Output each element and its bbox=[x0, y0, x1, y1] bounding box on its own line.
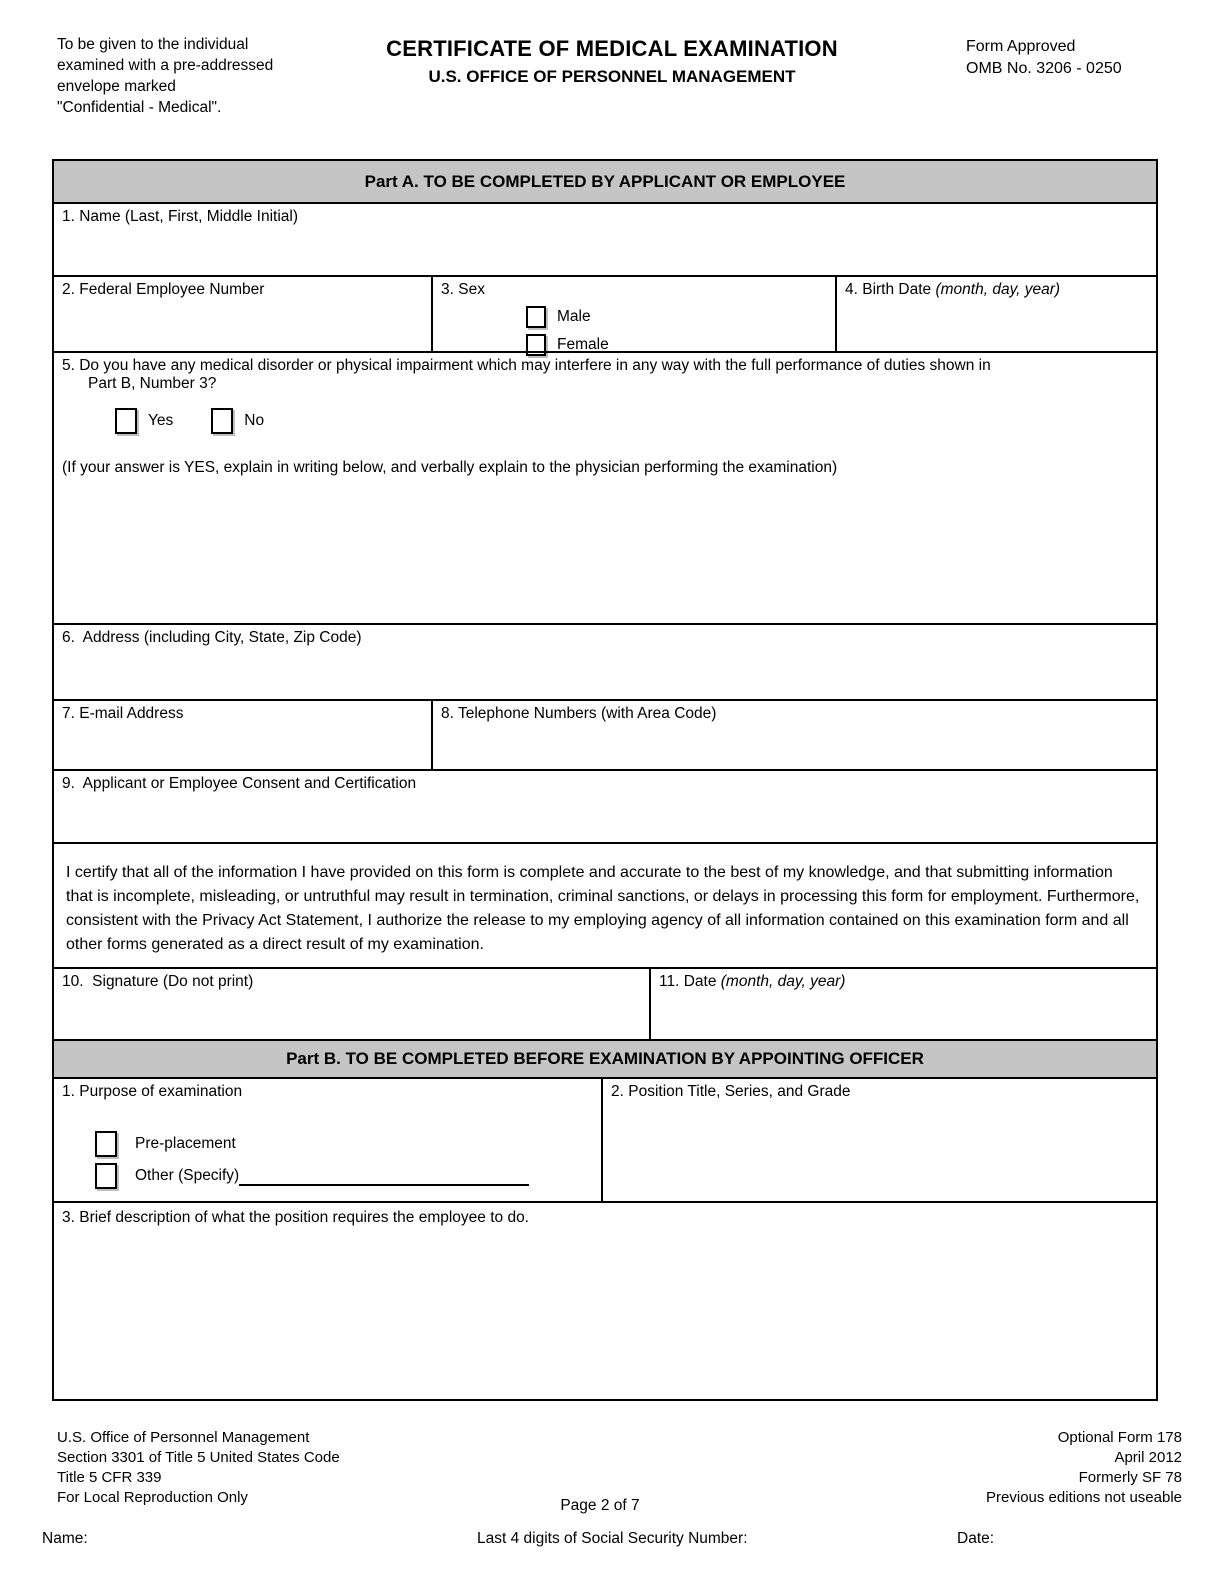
preplacement-checkbox[interactable] bbox=[95, 1131, 117, 1157]
note-line: To be given to the individual bbox=[57, 36, 249, 53]
position-title-label: 2. Position Title, Series, and Grade bbox=[611, 1083, 851, 1100]
footer-formerly: Formerly SF 78 bbox=[1078, 1469, 1182, 1486]
email-label: 7. E-mail Address bbox=[62, 705, 184, 722]
consent-section bbox=[54, 771, 1156, 842]
footer-name-field[interactable]: Name: bbox=[42, 1530, 88, 1547]
omb-number: OMB No. 3206 - 0250 bbox=[966, 60, 1122, 77]
other-label: Other (Specify) bbox=[135, 1167, 240, 1184]
form-table bbox=[52, 159, 1158, 1401]
footer-editions-note: Previous editions not useable bbox=[986, 1489, 1182, 1506]
yes-option[interactable] bbox=[115, 408, 173, 434]
note-line: examined with a pre-addressed bbox=[57, 57, 274, 74]
date-label: 11. Date (month, day, year) bbox=[659, 973, 846, 990]
federal-employee-number-label: 2. Federal Employee Number bbox=[62, 281, 265, 298]
signature-label: 10. Signature (Do not print) bbox=[62, 973, 254, 990]
medical-disorder-question-field[interactable] bbox=[54, 353, 1156, 623]
footer-form-id-block bbox=[986, 1428, 1182, 1508]
other-checkbox[interactable] bbox=[95, 1163, 117, 1189]
female-label: Female bbox=[557, 336, 609, 353]
form-title: CERTIFICATE OF MEDICAL EXAMINATION bbox=[386, 36, 838, 61]
consent-label: 9. Applicant or Employee Consent and Certification bbox=[62, 775, 417, 792]
email-field[interactable] bbox=[54, 701, 431, 769]
position-description-field[interactable] bbox=[54, 1203, 1156, 1399]
footer-agency-block bbox=[57, 1428, 340, 1508]
no-label: No bbox=[244, 412, 265, 429]
footer-form-date: April 2012 bbox=[1114, 1449, 1182, 1466]
part-b-header-label: Part B. TO BE COMPLETED BEFORE EXAMINATION BY APPOINTING OFFICER bbox=[286, 1049, 924, 1068]
part-a-header-label: Part A. TO BE COMPLETED BY APPLICANT OR EMPLOYEE bbox=[364, 171, 846, 191]
footer-line: Title 5 CFR 339 bbox=[57, 1469, 162, 1486]
footer-line: U.S. Office of Personnel Management bbox=[57, 1429, 310, 1446]
certification-text-cell bbox=[54, 844, 1156, 967]
purpose-label: 1. Purpose of examination bbox=[62, 1083, 243, 1100]
footer-form-number: Optional Form 178 bbox=[1057, 1429, 1182, 1446]
form-approved-label: Form Approved bbox=[966, 38, 1076, 55]
form-subtitle: U.S. OFFICE OF PERSONNEL MANAGEMENT bbox=[428, 67, 796, 86]
male-checkbox[interactable] bbox=[526, 306, 546, 328]
address-field[interactable] bbox=[54, 625, 1156, 699]
other-specify-line[interactable] bbox=[239, 1167, 529, 1186]
footer-ssn-field[interactable]: Last 4 digits of Social Security Number: bbox=[477, 1530, 748, 1547]
note-line: envelope marked bbox=[57, 78, 176, 95]
yes-label: Yes bbox=[148, 412, 174, 429]
position-title-field[interactable] bbox=[601, 1079, 1156, 1201]
federal-employee-number-field[interactable] bbox=[54, 277, 431, 351]
birth-date-field[interactable] bbox=[835, 277, 1156, 351]
question5-line1: 5. Do you have any medical disorder or physical impairment which may interfere in any way with the full performance of duties shown in bbox=[62, 357, 991, 374]
footer-line: For Local Reproduction Only bbox=[57, 1489, 248, 1506]
purpose-field bbox=[54, 1079, 601, 1201]
male-label: Male bbox=[557, 308, 591, 325]
sex-field bbox=[431, 277, 835, 351]
other-option[interactable] bbox=[95, 1163, 529, 1189]
page-number: Page 2 of 7 bbox=[560, 1497, 640, 1514]
yes-checkbox[interactable] bbox=[115, 408, 137, 434]
name-field[interactable] bbox=[54, 204, 1156, 275]
footer-line: Section 3301 of Title 5 United States Code bbox=[57, 1449, 340, 1466]
birth-date-label: 4. Birth Date (month, day, year) bbox=[845, 281, 1061, 298]
date-field[interactable] bbox=[649, 969, 1156, 1039]
part-a-header-bar bbox=[54, 161, 1156, 202]
no-checkbox[interactable] bbox=[211, 408, 233, 434]
question5-note: (If your answer is YES, explain in writing below, and verbally explain to the physician performing the examination) bbox=[62, 459, 838, 476]
signature-field[interactable] bbox=[54, 969, 649, 1039]
part-b-header-bar bbox=[54, 1039, 1156, 1077]
footer-date-field[interactable]: Date: bbox=[957, 1530, 995, 1547]
sex-label: 3. Sex bbox=[441, 281, 485, 298]
preplacement-label: Pre-placement bbox=[135, 1135, 236, 1152]
address-label: 6. Address (including City, State, Zip Code) bbox=[62, 629, 362, 646]
no-option[interactable] bbox=[211, 408, 264, 434]
question5-line2: Part B, Number 3? bbox=[88, 375, 217, 392]
male-option[interactable] bbox=[526, 306, 827, 328]
certification-text: I certify that all of the information I have provided on this form is complete and accurate to the best of my knowledge, and that submitting information that is incomplete, misleading, or untruthful may result in termination, criminal sanctions, or delays in processing this form for employment. Furthermore, consistent with the Privacy Act Statement, I authorize the release to my employing agency of all information contained on this examination form and all other forms generated as a direct result of my examination. bbox=[66, 864, 1140, 953]
telephone-field[interactable] bbox=[431, 701, 1156, 769]
telephone-label: 8. Telephone Numbers (with Area Code) bbox=[441, 705, 717, 722]
position-description-label: 3. Brief description of what the position requires the employee to do. bbox=[62, 1209, 529, 1226]
note-line: "Confidential - Medical". bbox=[57, 99, 222, 116]
preplacement-option[interactable] bbox=[95, 1131, 236, 1157]
name-label: 1. Name (Last, First, Middle Initial) bbox=[62, 208, 299, 225]
omb-approval bbox=[966, 36, 1122, 80]
